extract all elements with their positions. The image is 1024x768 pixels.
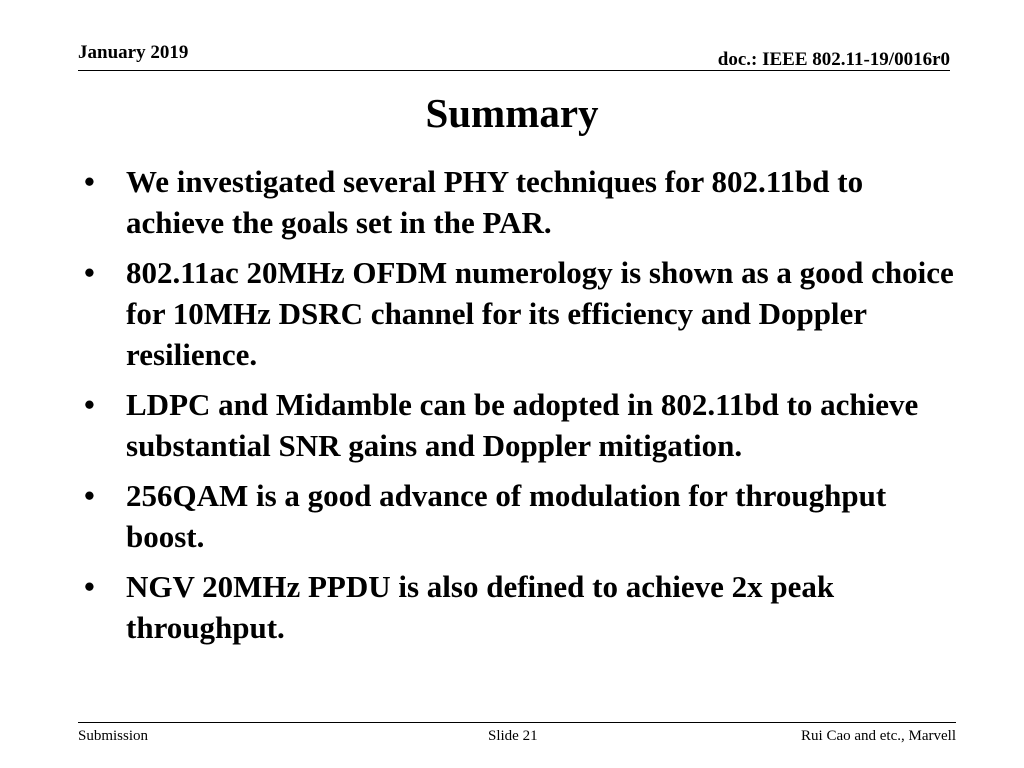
bullet-point-icon: • [84,569,95,604]
bullet-text: 256QAM is a good advance of modulation for throughput boost. [126,478,887,554]
footer-author: Rui Cao and etc., Marvell [801,728,956,744]
bullet-item [84,566,964,648]
footer-submission: Submission [78,728,149,744]
footer-divider [78,722,956,723]
document-id: doc.: IEEE 802.11-19/0016r0 [717,49,950,70]
bullet-point-icon: • [84,255,95,290]
bullet-item [84,161,964,243]
bullet-text: 802.11ac 20MHz OFDM numerology is shown as a good choice for 10MHz DSRC channel for its efficiency and Doppler resilience. [126,255,954,372]
bullet-point-icon: • [84,387,95,422]
bullet-point-icon: • [84,164,95,199]
header-date: January 2019 [78,42,189,63]
bullet-item [84,384,964,466]
bullet-text: LDPC and Midamble can be adopted in 802.11bd to achieve substantial SNR gains and Doppler mitigation. [126,387,919,463]
slide-title: Summary [425,90,599,136]
bullet-text: We investigated several PHY techniques for 802.11bd to achieve the goals set in the PAR. [126,164,864,240]
bullet-point-icon: • [84,478,95,513]
bullet-item [84,475,964,557]
bullet-text: NGV 20MHz PPDU is also defined to achieve 2x peak throughput. [126,569,835,645]
header-divider [78,70,950,71]
bullet-list [84,161,964,657]
footer-slide-number: Slide 21 [488,728,538,744]
bullet-item [84,252,964,375]
